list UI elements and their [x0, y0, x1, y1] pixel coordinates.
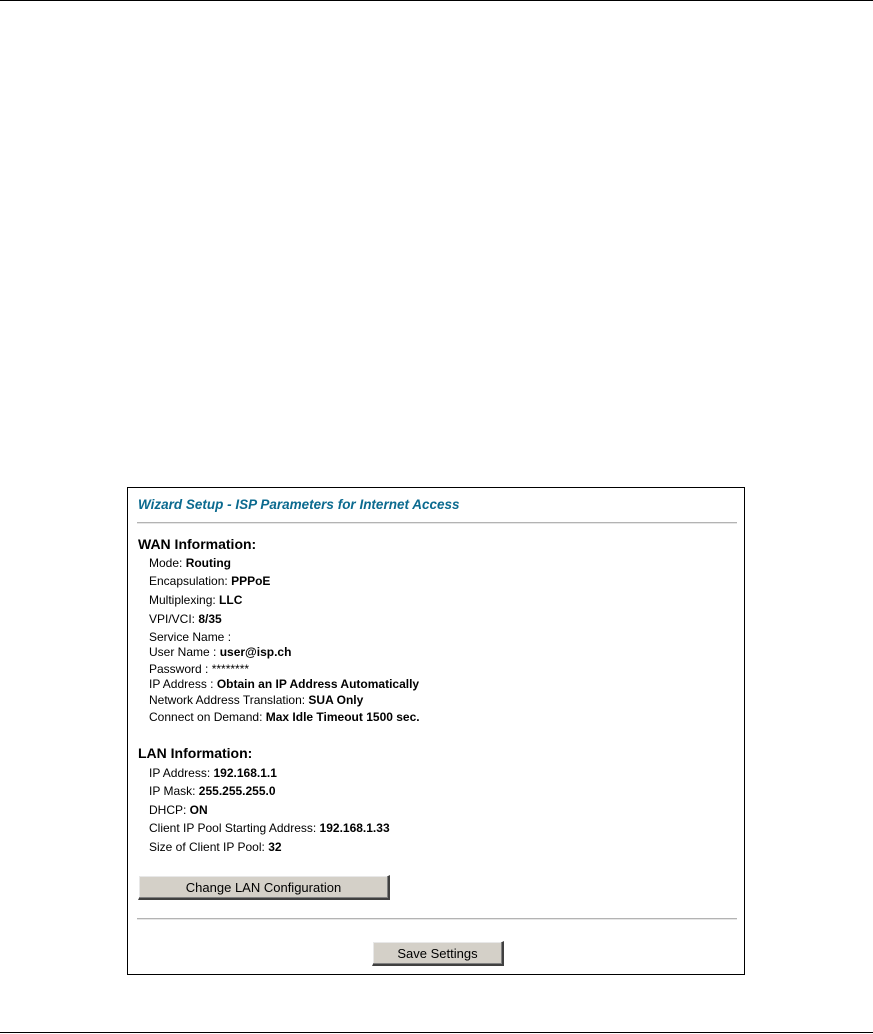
- wan-service-name-label: Service Name :: [149, 630, 232, 644]
- wan-multiplexing-label: Multiplexing:: [149, 593, 220, 607]
- wan-user-name-label: User Name :: [149, 645, 220, 659]
- wan-connect-on-demand-label: Connect on Demand:: [149, 710, 266, 724]
- wan-user-name-value: user@isp.ch: [219, 645, 292, 659]
- wan-password-label: Password :: [149, 662, 212, 676]
- lan-pool-size-row: [149, 840, 282, 854]
- lan-ip-address-row: [149, 766, 277, 780]
- change-lan-configuration-button[interactable]: Change LAN Configuration: [138, 875, 390, 900]
- page-top-rule: [0, 0, 873, 1]
- lan-heading: LAN Information:: [138, 745, 253, 761]
- wan-ip-address-row: [149, 677, 419, 691]
- lan-ip-address-value: 192.168.1.1: [213, 766, 277, 780]
- title-divider: [137, 522, 737, 524]
- wan-password-value: ********: [211, 662, 250, 676]
- save-settings-button[interactable]: Save Settings: [372, 941, 504, 966]
- wan-nat-value: SUA Only: [308, 693, 364, 707]
- footer-divider: [137, 918, 737, 920]
- wan-service-name-row: [149, 630, 231, 644]
- lan-ip-mask-value: 255.255.255.0: [198, 784, 276, 798]
- wan-password-row: [149, 662, 249, 676]
- wan-connect-on-demand-row: [149, 710, 420, 724]
- lan-dhcp-value: ON: [189, 803, 208, 817]
- wan-mode-value: Routing: [185, 556, 232, 570]
- wan-nat-row: [149, 693, 363, 707]
- page-bottom-rule: [0, 1032, 873, 1033]
- wan-vpivci-label: VPI/VCI:: [149, 612, 199, 626]
- wan-user-name-row: [149, 645, 291, 659]
- wan-encapsulation-label: Encapsulation:: [149, 574, 232, 588]
- lan-pool-start-row: [149, 821, 390, 835]
- wan-vpivci-row: [149, 612, 222, 626]
- panel-title: Wizard Setup - ISP Parameters for Internet Access: [138, 497, 460, 512]
- wan-nat-label: Network Address Translation:: [149, 693, 309, 707]
- wizard-panel: [127, 487, 745, 975]
- wan-ip-address-label: IP Address :: [149, 677, 217, 691]
- wan-mode-row: [149, 556, 231, 570]
- lan-dhcp-label: DHCP:: [149, 803, 190, 817]
- wan-encapsulation-row: [149, 574, 270, 588]
- wan-encapsulation-value: PPPoE: [231, 574, 271, 588]
- wan-mode-label: Mode:: [149, 556, 186, 570]
- lan-pool-size-value: 32: [268, 840, 282, 854]
- wan-ip-address-value: Obtain an IP Address Automatically: [216, 677, 420, 691]
- wan-heading: WAN Information:: [138, 536, 257, 552]
- lan-ip-mask-row: [149, 784, 276, 798]
- lan-pool-start-value: 192.168.1.33: [319, 821, 390, 835]
- wan-vpivci-value: 8/35: [198, 612, 222, 626]
- lan-pool-start-label: Client IP Pool Starting Address:: [149, 821, 320, 835]
- lan-ip-mask-label: IP Mask:: [149, 784, 199, 798]
- wan-multiplexing-value: LLC: [219, 593, 243, 607]
- lan-dhcp-row: [149, 803, 208, 817]
- wan-connect-on-demand-value: Max Idle Timeout 1500 sec.: [265, 710, 420, 724]
- wan-multiplexing-row: [149, 593, 242, 607]
- lan-pool-size-label: Size of Client IP Pool:: [149, 840, 269, 854]
- lan-ip-address-label: IP Address:: [149, 766, 214, 780]
